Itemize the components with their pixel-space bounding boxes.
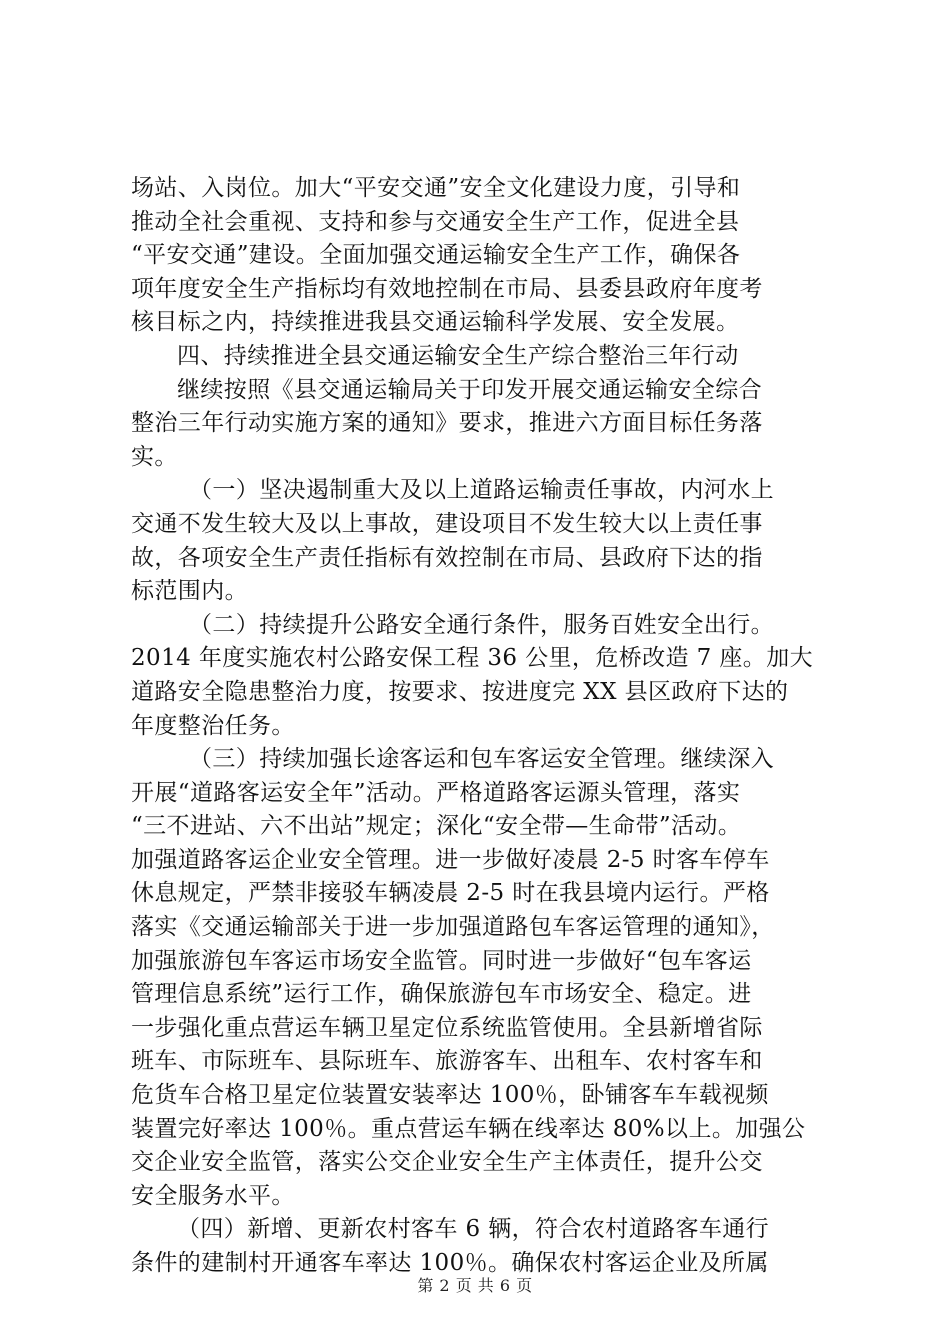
text-line: 道路安全隐患整治力度，按要求、按进度完 XX 县区政府下达的 [131, 678, 789, 705]
text-line: 核目标之内，持续推进我县交通运输科学发展、安全发展。 [131, 309, 740, 336]
text-line: 加强旅游包车客运市场安全监管。同时进一步做好“包车客运 [131, 947, 752, 974]
text-line: 安全服务水平。 [131, 1182, 295, 1209]
text-line: “平安交通”建设。全面加强交通运输安全生产工作，确保各 [131, 242, 741, 269]
text-line: 加强道路客运企业安全管理。进一步做好凌晨 2-5 时客车停车 [131, 846, 770, 873]
list-item-start: （一）坚决遏制重大及以上道路运输责任事故，内河水上 [189, 477, 774, 504]
text-line: 条件的建制村开通客车率达 100％。确保农村客运企业及所属 [131, 1250, 769, 1276]
text-line: 年度整治任务。 [131, 712, 295, 739]
text-line: 危货车合格卫星定位装置安装率达 100％，卧铺客车车载视频 [131, 1082, 769, 1109]
text-line: 整治三年行动实施方案的通知》要求，推进六方面目标任务落 [131, 410, 763, 437]
page-number: 第 2 页 共 6 页 [417, 1276, 533, 1295]
paragraph-start: 继续按照《县交通运输局关于印发开展交通运输安全综合 [177, 376, 762, 403]
text-line: “三不进站、六不出站”规定；深化“安全带—生命带”活动。 [131, 813, 742, 840]
text-line: 休息规定，严禁非接驳车辆凌晨 2-5 时在我县境内运行。严格 [131, 880, 770, 907]
text-line: 实。 [131, 443, 178, 470]
text-line: 场站、入岗位。加大“平安交通”安全文化建设力度，引导和 [131, 175, 741, 201]
list-item-start: （四）新增、更新农村客车 6 辆，符合农村道路客车通行 [177, 1216, 770, 1243]
text-line: 开展“道路客运安全年”活动。严格道路客运源头管理，落实 [131, 779, 741, 806]
text-line: 交企业安全监管，落实公交企业安全生产主体责任，提升公交 [131, 1149, 763, 1176]
text-line: 交通不发生较大及以上事故，建设项目不发生较大以上责任事 [131, 510, 763, 537]
list-item-start: （二）持续提升公路安全通行条件，服务百姓安全出行。 [189, 611, 774, 638]
text-line: 管理信息系统”运行工作，确保旅游包车市场安全、稳定。进 [131, 981, 752, 1008]
document-body [131, 172, 831, 1281]
list-item-start: （三）持续加强长途客运和包车客运安全管理。继续深入 [189, 746, 774, 773]
text-line: 项年度安全生产指标均有效地控制在市局、县委县政府年度考 [131, 275, 763, 302]
text-line: 一步强化重点营运车辆卫星定位系统监管使用。全县新增省际 [131, 1014, 763, 1041]
text-line: 标范围内。 [131, 578, 248, 605]
text-line: 2014 年度实施农村公路安保工程 36 公里，危桥改造 7 座。加大 [131, 645, 813, 672]
text-line: 故，各项安全生产责任指标有效控制在市局、县政府下达的指 [131, 544, 763, 571]
section-heading: 四、持续推进全县交通运输安全生产综合整治三年行动 [177, 342, 739, 369]
text-line: 推动全社会重视、支持和参与交通安全生产工作，促进全县 [131, 208, 740, 235]
text-line: 装置完好率达 100％。重点营运车辆在线率达 80%以上。加强公 [131, 1115, 806, 1142]
text-line: 落实《交通运输部关于进一步加强道路包车客运管理的通知》， [131, 914, 775, 941]
text-line: 班车、市际班车、县际班车、旅游客车、出租车、农村客车和 [131, 1048, 763, 1075]
